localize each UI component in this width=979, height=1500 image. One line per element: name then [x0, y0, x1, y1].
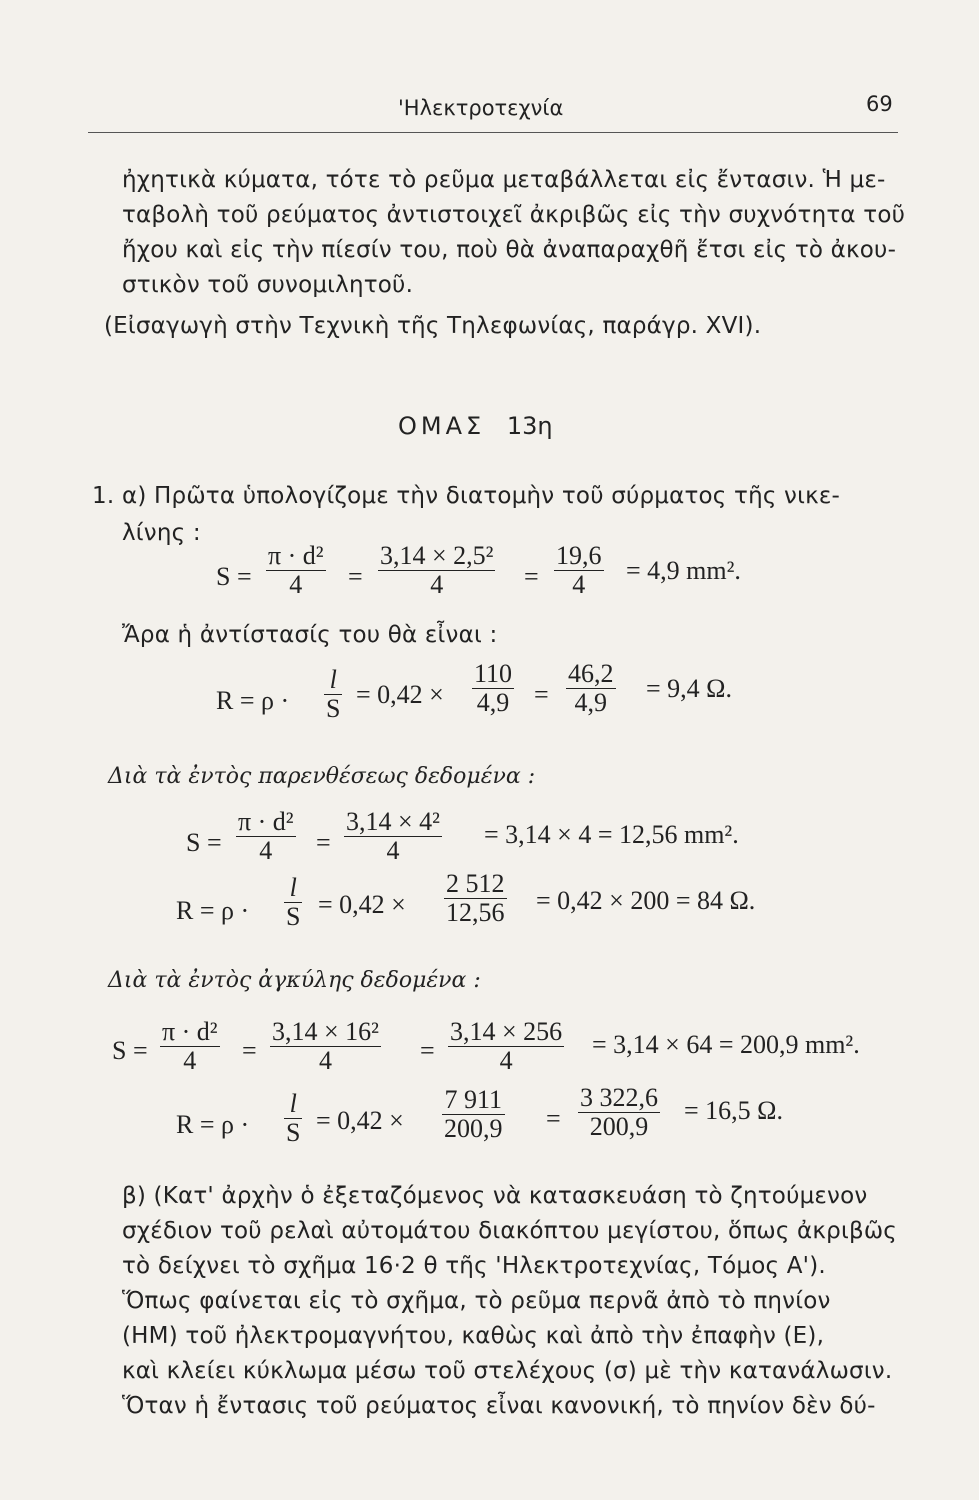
f4-den: 12,56: [446, 898, 505, 927]
f2-fraction-b: [566, 660, 616, 717]
f1-equals-2: =: [524, 562, 539, 591]
f2-l-num: l: [329, 665, 337, 694]
f2-r-label: R = ρ ·: [216, 686, 290, 715]
f6-r-label: R = ρ ·: [176, 1110, 250, 1139]
f5-b-num: 3,14 × 256: [450, 1017, 563, 1046]
part-b-line-6: καὶ κλείει κύκλωμα μέσω τοῦ στελέχους (σ) μὲ τὴν κατανάλωσιν.: [122, 1358, 893, 1384]
f1-den: 4: [430, 570, 444, 599]
f3-equals: =: [316, 828, 331, 857]
f6-fraction-b: [578, 1084, 660, 1141]
f5-b-den: 4: [499, 1046, 513, 1075]
f4-l-num: l: [289, 873, 297, 902]
f5-result: = 3,14 × 64 = 200,9 mm².: [592, 1030, 860, 1059]
f5-fraction-pi: [160, 1018, 220, 1075]
f6-l-num: l: [289, 1089, 297, 1118]
f4-times: = 0,42 ×: [318, 890, 406, 919]
f1-fraction-b: [554, 542, 604, 599]
f3-pi-den: 4: [259, 836, 273, 865]
f5-pi-den: 4: [183, 1046, 197, 1075]
f2-b-num: 46,2: [568, 659, 614, 688]
intro-line-4: στικὸν τοῦ συνομιλητοῦ.: [122, 272, 414, 298]
running-header: 'Ηλεκτροτεχνία: [398, 96, 564, 120]
problem-number: 1.: [92, 483, 115, 509]
f2-den: 4,9: [476, 688, 510, 717]
f3-result: = 3,14 × 4 = 12,56 mm².: [484, 820, 739, 849]
part-a-line-2: λίνης :: [122, 520, 201, 546]
f2-times: = 0,42 ×: [356, 680, 444, 709]
intro-line-2: ταβολὴ τοῦ ρεύματος ἀντιστοιχεῖ ἀκριβῶς εἰς τὴν συχνότητα τοῦ: [122, 202, 906, 228]
f1-equals: =: [348, 562, 363, 591]
group-heading: [398, 412, 553, 440]
f1-b-den: 4: [572, 570, 586, 599]
f3-fraction-num: [344, 808, 442, 865]
f2-equals: =: [534, 680, 549, 709]
f4-result: = 0,42 × 200 = 84 Ω.: [536, 886, 756, 915]
f3-s-label: S =: [186, 828, 222, 857]
part-b-line-5: (ΗΜ) τοῦ ἠλεκτρομαγνήτου, καθὼς καὶ ἀπὸ τὴν ἐπαφὴν (Ε),: [122, 1323, 825, 1349]
f4-fraction-num: [444, 870, 507, 927]
f6-fraction-l: [284, 1090, 302, 1147]
f6-fraction-num: [442, 1086, 505, 1143]
f3-den: 4: [386, 836, 400, 865]
f5-equals: =: [242, 1036, 257, 1065]
f5-den: 4: [318, 1046, 332, 1075]
f5-pi-num: π · d²: [162, 1017, 218, 1046]
f3-num: 3,14 × 4²: [346, 807, 440, 836]
part-b-line-4: Ὅπως φαίνεται εἰς τὸ σχῆμα, τὸ ρεῦμα περνᾶ ἀπὸ τὸ πηνίον: [122, 1288, 831, 1314]
f1-b-num: 19,6: [556, 541, 602, 570]
f3-fraction-pi: [236, 808, 296, 865]
f6-den: 200,9: [444, 1114, 503, 1143]
f4-l-den: S: [286, 902, 301, 931]
f3-pi-num: π · d²: [238, 807, 294, 836]
page-number: 69: [866, 92, 893, 116]
f6-b-num: 3 322,6: [580, 1083, 658, 1112]
f1-pi-num: π · d²: [268, 541, 324, 570]
part-b-line-7: Ὅταν ἡ ἔντασις τοῦ ρεύματος εἶναι κανονική, τὸ πηνίον δὲν δύ-: [122, 1393, 876, 1419]
group-heading-label: ΟΜΑΣ: [398, 412, 486, 440]
f2-result: = 9,4 Ω.: [646, 674, 732, 703]
f1-num: 3,14 × 2,5²: [380, 541, 494, 570]
f1-fraction-num: [378, 542, 495, 599]
part-b-line-3: τὸ δείχνει τὸ σχῆμα 16·2 θ τῆς 'Ηλεκτροτεχνίας, Τόμος Α').: [122, 1253, 826, 1279]
f1-fraction-pi: [266, 542, 326, 599]
f1-pi-den: 4: [289, 570, 303, 599]
f6-times: = 0,42 ×: [316, 1106, 404, 1135]
part-a-line-1: α) Πρῶτα ὑπολογίζομε τὴν διατομὴν τοῦ σύρματος τῆς νικε-: [122, 483, 840, 509]
therefore-line: Ἄρα ἡ ἀντίστασίς του θὰ εἶναι :: [122, 622, 498, 648]
intro-reference: (Εἰσαγωγὴ στὴν Τεχνικὴ τῆς Τηλεφωνίας, παράγρ. XVI).: [104, 313, 762, 339]
bracket-data-label: Διὰ τὰ ἐντὸς παρενθέσεως δεδομένα :: [108, 764, 536, 789]
f2-l-den: S: [326, 694, 341, 723]
f2-b-den: 4,9: [574, 688, 607, 717]
f5-num: 3,14 × 16²: [272, 1017, 379, 1046]
f6-equals: =: [546, 1104, 561, 1133]
f2-num: 110: [474, 659, 513, 688]
f6-num: 7 911: [444, 1085, 503, 1114]
f2-fraction-num: [472, 660, 514, 717]
f6-l-den: S: [286, 1118, 301, 1147]
group-heading-number: 13η: [506, 412, 553, 440]
f1-result: = 4,9 mm².: [626, 556, 741, 585]
f1-s-label: S =: [216, 562, 252, 591]
f5-equals-2: =: [420, 1036, 435, 1065]
f6-result: = 16,5 Ω.: [684, 1096, 783, 1125]
f4-fraction-l: [284, 874, 302, 931]
intro-line-1: ἠχητικὰ κύματα, τότε τὸ ρεῦμα μεταβάλλεται εἰς ἔντασιν. Ἡ με-: [122, 167, 886, 193]
f2-fraction-l: [324, 666, 342, 723]
f5-s-label: S =: [112, 1036, 148, 1065]
angle-data-label: Διὰ τὰ ἐντὸς ἀγκύλης δεδομένα :: [108, 968, 481, 993]
f4-r-label: R = ρ ·: [176, 896, 250, 925]
f5-fraction-num: [270, 1018, 381, 1075]
f5-fraction-b: [448, 1018, 564, 1075]
header-rule: [88, 132, 898, 133]
f6-b-den: 200,9: [589, 1112, 649, 1141]
part-b-line-1: β) (Κατ' ἀρχὴν ὁ ἐξεταζόμενος νὰ κατασκευάση τὸ ζητούμενον: [122, 1183, 868, 1209]
part-b-line-2: σχέδιον τοῦ ρελαὶ αὐτομάτου διακόπτου μεγίστου, ὅπως ἀκριβῶς: [122, 1218, 897, 1244]
f4-num: 2 512: [446, 869, 505, 898]
intro-line-3: ἤχου καὶ εἰς τὴν πίεσίν του, ποὺ θὰ ἀναπαραχθῆ ἔτσι εἰς τὸ ἀκου-: [122, 237, 897, 263]
